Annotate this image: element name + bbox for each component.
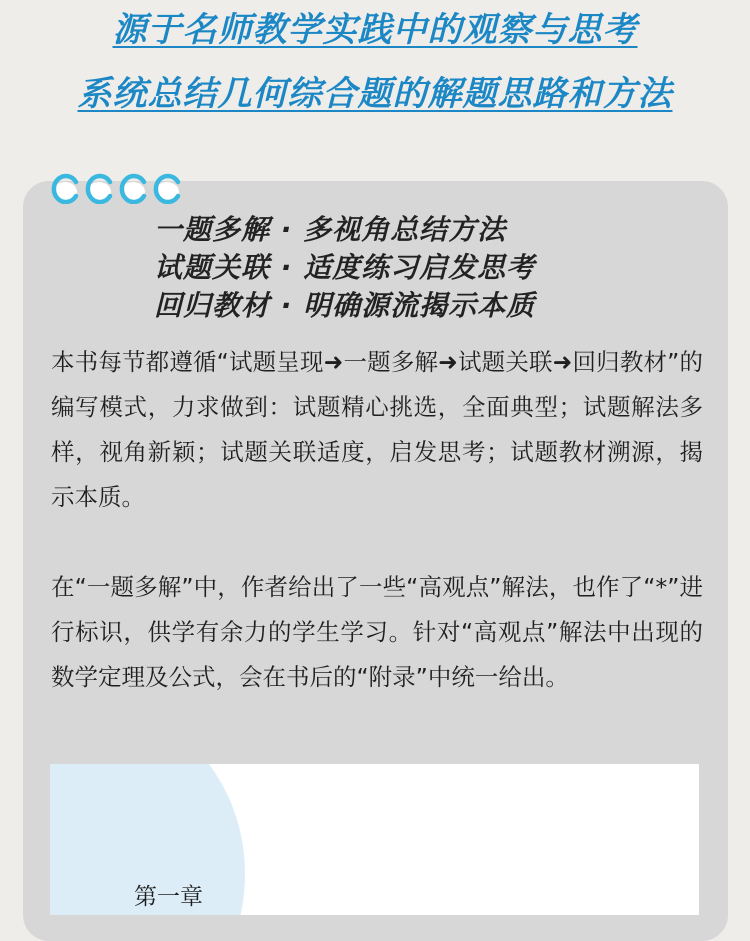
description-paragraph-1: 本书每节都遵循“试题呈现➜一题多解➜试题关联➜回归教材”的编写模式，力求做到：试题精心挑选，全面典型；试题解法多样，视角新颖；试题关联适度，启发思考；试题教材溯源，揭示本质。 (51, 348, 703, 511)
binder-rings (50, 162, 182, 204)
motto-line-2: 试题关联 · 适度练习启发思考 (154, 251, 536, 284)
chapter-label: 第一章 (134, 884, 203, 910)
binder-ring-icon (50, 162, 80, 204)
headline-line-2: 系统总结几何综合题的解题思路和方法 (77, 74, 673, 114)
motto-line-1: 一题多解 · 多视角总结方法 (154, 213, 507, 246)
binder-ring-icon (152, 162, 182, 204)
headline-line-1: 源于名师教学实践中的观察与思考 (112, 10, 638, 50)
binder-ring-icon (118, 162, 148, 204)
binder-ring-icon (84, 162, 114, 204)
motto-line-3: 回归教材 · 明确源流揭示本质 (154, 289, 536, 322)
description-paragraph-2: 在“一题多解”中，作者给出了一些“高观点”解法，也作了“*”进行标识，供学有余力的学生学习。针对“高观点”解法中出现的数学定理及公式，会在书后的“附录”中统一给出。 (51, 573, 703, 691)
book-page-preview (50, 764, 699, 915)
